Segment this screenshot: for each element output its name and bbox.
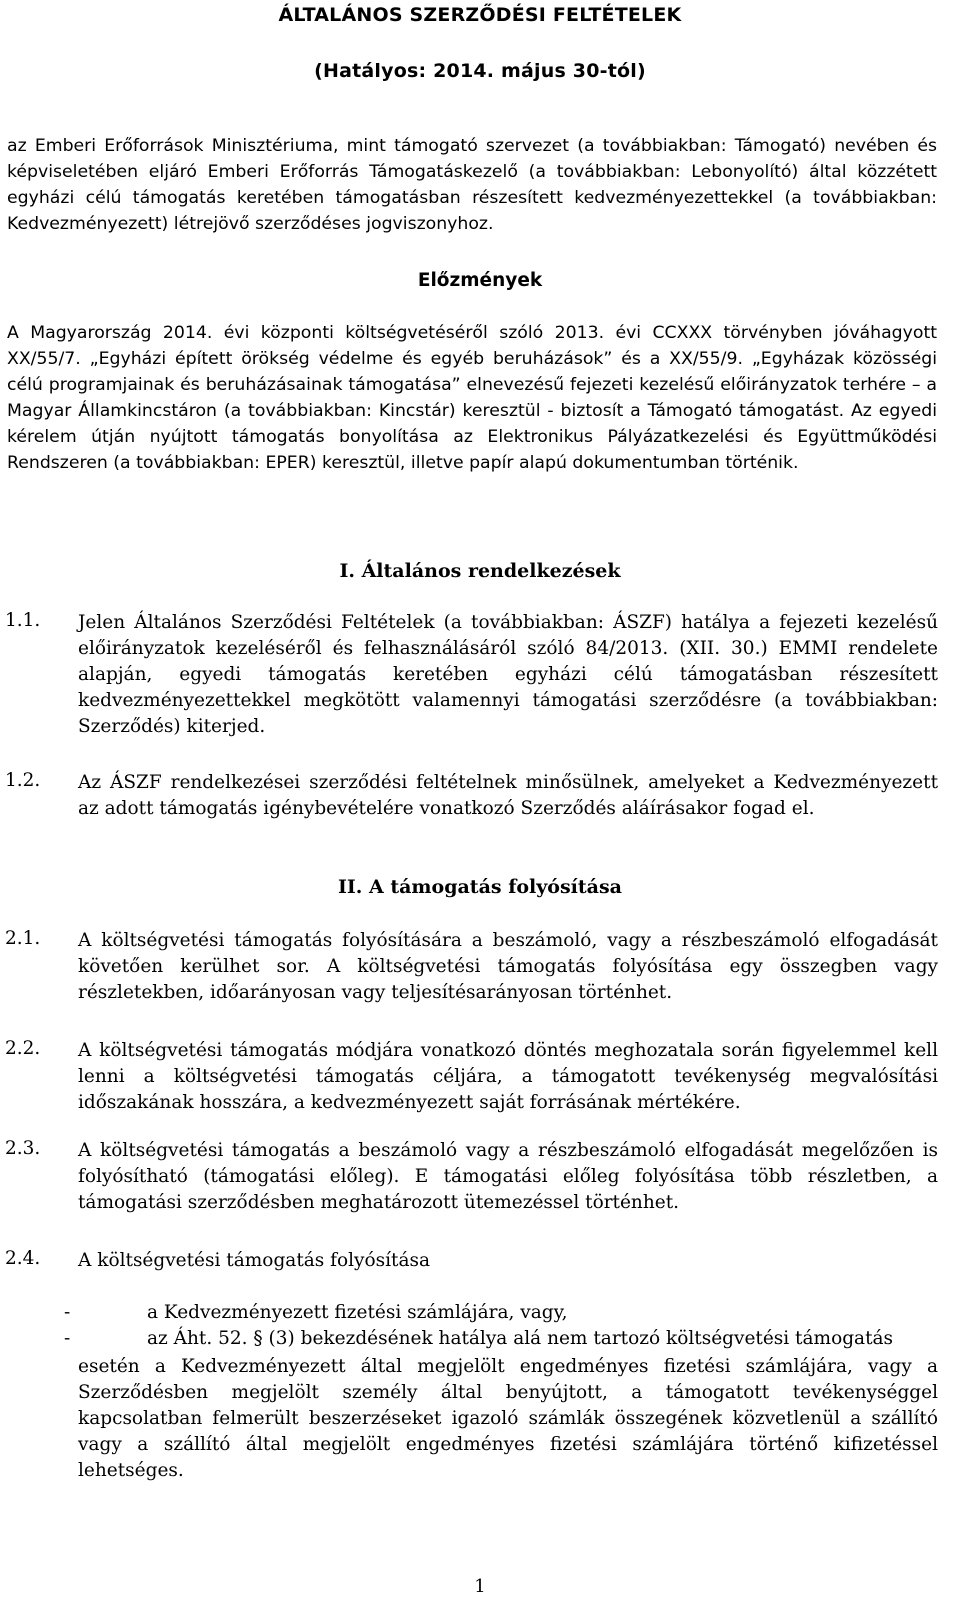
item-text: A költségvetési támogatás folyósítására a beszámoló, vagy a részbeszámoló elfogadását követően kerülhet sor. A költségvetési támogatás folyósítása egy összegben vagy részletekben, időarányosan vagy teljesítésarányosan történhet. [78,930,938,1003]
bullet-text: a Kedvezményezett fizetési számlájára, vagy, [147,1302,568,1323]
item-text: Az ÁSZF rendelkezései szerződési feltételnek minősülnek, amelyeket a Kedvezményezett az adott támogatás igénybevételére vonatkozó Szerződés aláírásakor fogad el. [78,772,938,819]
item-text: A költségvetési támogatás folyósítása [78,1250,431,1271]
section-2-heading: II. A támogatás folyósítása [337,876,622,898]
document-subtitle: (Hatályos: 2014. május 30-tól) [314,60,646,82]
item-text: A költségvetési támogatás módjára vonatkozó döntés meghozatala során figyelemmel kell lenni a költségvetési támogatás céljára, a támogatott tevékenység megvalósítási időszakának hosszára, a kedvezményezett saját forrásának mértékére. [78,1040,938,1113]
item-number: 2.3. [5,1138,41,1159]
section-1-heading: I. Általános rendelkezések [339,560,621,582]
bullet-mark: - [64,1328,71,1349]
item-number: 1.1. [5,610,41,631]
item-number: 2.1. [5,928,41,949]
bullet-text: az Áht. 52. § (3) bekezdésének hatálya alá nem tartozó költségvetési támogatás [147,1328,894,1349]
item-text: Jelen Általános Szerződési Feltételek (a továbbiakban: ÁSZF) hatálya a fejezeti kezelésű előirányzatok kezeléséről és felhasználásáról szóló 84/2013. (XII. 30.) EMMI rendelete alapján, egyedi támogatás keretében egyházi célú támogatásban részesített kedvezményezettekkel megkötött valamennyi támogatási szerződésre (a továbbiakban: Szerződés) kiterjed. [78,612,938,737]
background-paragraph: A Magyarország 2014. évi központi költségvetéséről szóló 2013. évi CCXXX törvényben jóváhagyott XX/55/7. „Egyházi épített örökség védelme és egyéb beruházások” és a XX/55/9. „Egyházak közösségi célú programjainak és beruházásainak támogatása” elnevezésű fejezeti kezelésű előirányzatok terhére – a Magyar Államkincstáron (a továbbiakban: Kincstár) keresztül - biztosít a Támogató támogatást. Az egyedi kérelem útján nyújtott támogatás bonyolítása az Elektronikus Pályázatkezelési és Együttműködési Rendszeren (a továbbiakban: EPER) keresztül, illetve papír alapú dokumentumban történik. [7,323,937,473]
intro-paragraph: az Emberi Erőforrások Minisztériuma, mint támogató szervezet (a továbbiakban: Támogató) nevében és képviseletében eljáró Emberi Erőforrás Támogatáskezelő (a továbbiakban: Lebonyolító) által közzétett egyházi célú támogatás keretében támogatásban részesített kedvezményezettekkel (a továbbiakban: Kedvezményezett) létrejövő szerződéses jogviszonyhoz. [7,136,937,234]
document-title: ÁLTALÁNOS SZERZŐDÉSI FELTÉTELEK [278,4,682,26]
item-number: 2.4. [5,1248,41,1269]
item-text: A költségvetési támogatás a beszámoló vagy a részbeszámoló elfogadását megelőzően is folyósítható (támogatási előleg). E támogatási előleg folyósítása több részletben, a támogatási szerződésben meghatározott ütemezéssel történhet. [78,1140,938,1213]
page-number: 1 [474,1576,486,1597]
item-number: 2.2. [5,1038,41,1059]
bullet-mark: - [64,1302,71,1323]
background-heading: Előzmények [417,270,543,291]
bullet-continuation: esetén a Kedvezményezett által megjelölt engedményes fizetési számlájára, vagy a Szerződésben megjelölt személy által benyújtott, a támogatott tevékenységgel kapcsolatban felmerült beszerzéseket igazoló számlák összegének közvetlenül a szállító vagy a szállító által megjelölt engedményes fizetési számlájára történő kifizetéssel lehetséges. [78,1356,938,1481]
item-number: 1.2. [5,770,41,791]
